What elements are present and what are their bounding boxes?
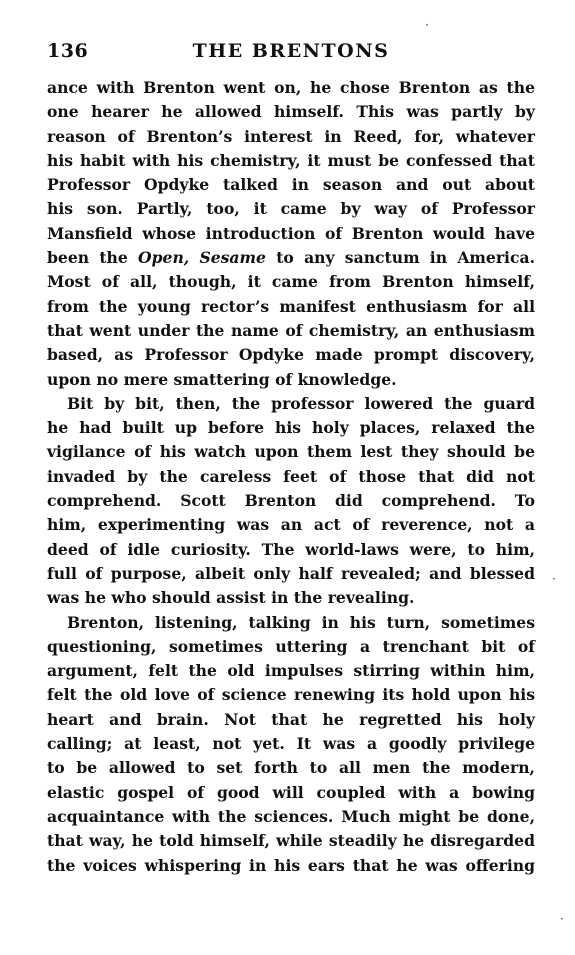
text-line: Professor Opdyke talked in season and out about (47, 175, 535, 195)
page-number: 136 (47, 40, 89, 62)
text-line: comprehend. Scott Brenton did comprehend. To (47, 491, 535, 511)
running-title: THE BRENTONS (192, 40, 390, 62)
text-line: Brenton, listening, talking in his turn, sometimes (67, 612, 535, 632)
text-line: him, experimenting was an act of reverence, not a (47, 515, 535, 535)
text-line: vigilance of his watch upon them lest they should be (47, 442, 535, 462)
text-line: full of purpose, albeit only half revealed; and blessed (47, 563, 535, 583)
text-line: based, as Professor Opdyke made prompt discovery, (47, 345, 535, 365)
text-line: calling; at least, not yet. It was a goodly privilege (47, 734, 535, 754)
text-line: questioning, sometimes uttering a trenchant bit of (47, 636, 535, 656)
text-line: Mansfield whose introduction of Brenton would have (47, 223, 535, 243)
text-line: ance with Brenton went on, he chose Brenton as the (47, 78, 535, 97)
text-line: elastic gospel of good will coupled with a bowing (47, 782, 535, 802)
text-line: the voices whispering in his ears that he was offering (47, 855, 535, 875)
text-line: upon no mere smattering of knowledge. (47, 369, 397, 389)
text-line: heart and brain. Not that he regretted his holy (47, 709, 535, 729)
text-line: been the Open, Sesame to any sanctum in America. (47, 248, 536, 268)
text-line: was he who should assist in the revealing. (47, 588, 415, 608)
text-line: reason of Brenton’s interest in Reed, for, whatever (47, 126, 535, 146)
text-line: to be allowed to set forth to all men the modern, (47, 758, 535, 778)
text-line: felt the old love of science renewing its hold upon his (47, 685, 535, 705)
text-line: Bit by bit, then, the professor lowered the guard (67, 393, 535, 413)
text-line: he had built up before his holy places, relaxed the (47, 418, 535, 438)
italic-phrase: Open, Sesame (138, 248, 266, 268)
text-line: that way, he told himself, while steadily he disregarded (47, 831, 535, 851)
text-line: acquaintance with the sciences. Much might be done, (47, 806, 535, 826)
body-text (47, 76, 535, 878)
margin-speck: · (552, 572, 556, 586)
text-line: Most of all, though, it came from Brenton himself, (47, 272, 535, 292)
text-line: from the young rector’s manifest enthusiasm for all (47, 296, 535, 316)
text-line: invaded by the careless feet of those that did not (47, 466, 535, 486)
text-line: that went under the name of chemistry, an enthusiasm (47, 320, 535, 340)
margin-speck: · (560, 912, 564, 926)
page-header (47, 40, 535, 70)
text-line: his son. Partly, too, it came by way of Professor (47, 199, 535, 219)
text-line: his habit with his chemistry, it must be confessed that (47, 150, 535, 170)
text-line: argument, felt the old impulses stirring within him, (47, 661, 535, 681)
text-line: one hearer he allowed himself. This was partly by (47, 102, 535, 122)
text-line: deed of idle curiosity. The world-laws were, to him, (47, 539, 535, 559)
margin-speck: · (425, 18, 429, 32)
